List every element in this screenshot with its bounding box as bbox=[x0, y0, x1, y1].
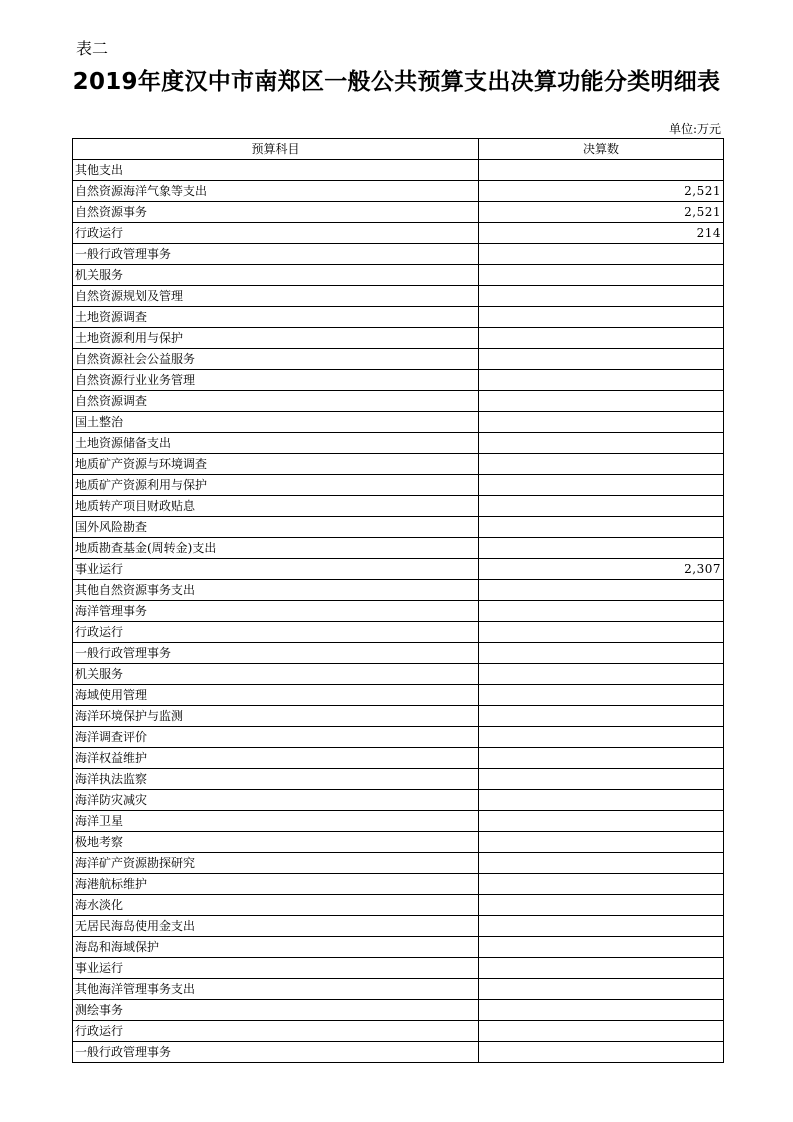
table-row bbox=[73, 244, 724, 265]
table-row bbox=[73, 1021, 724, 1042]
table-row bbox=[73, 475, 724, 496]
table-row bbox=[73, 832, 724, 853]
subject-cell: 土地资源利用与保护 bbox=[73, 328, 479, 349]
amount-cell bbox=[479, 748, 724, 769]
subject-cell: 机关服务 bbox=[73, 664, 479, 685]
amount-cell: 2,521 bbox=[479, 202, 724, 223]
amount-cell bbox=[479, 937, 724, 958]
table-row bbox=[73, 202, 724, 223]
subject-cell: 地质转产项目财政贴息 bbox=[73, 496, 479, 517]
amount-cell bbox=[479, 601, 724, 622]
amount-cell bbox=[479, 706, 724, 727]
amount-cell bbox=[479, 853, 724, 874]
subject-cell: 自然资源海洋气象等支出 bbox=[73, 181, 479, 202]
subject-cell: 国土整治 bbox=[73, 412, 479, 433]
amount-cell bbox=[479, 412, 724, 433]
amount-cell bbox=[479, 769, 724, 790]
unit-label: 单位:万元 bbox=[668, 122, 721, 136]
subject-cell: 土地资源调查 bbox=[73, 307, 479, 328]
amount-cell bbox=[479, 517, 724, 538]
amount-cell bbox=[479, 685, 724, 706]
table-row bbox=[73, 328, 724, 349]
subject-cell: 海洋防灾减灾 bbox=[73, 790, 479, 811]
table-row bbox=[73, 916, 724, 937]
table-row bbox=[73, 1000, 724, 1021]
page-title: 2019年度汉中市南郑区一般公共预算支出决算功能分类明细表 bbox=[72, 69, 721, 95]
amount-cell bbox=[479, 580, 724, 601]
subject-cell: 行政运行 bbox=[73, 622, 479, 643]
table-row bbox=[73, 643, 724, 664]
subject-cell: 海洋矿产资源勘探研究 bbox=[73, 853, 479, 874]
table-row bbox=[73, 790, 724, 811]
subject-cell: 海港航标维护 bbox=[73, 874, 479, 895]
subject-cell: 一般行政管理事务 bbox=[73, 643, 479, 664]
table-row bbox=[73, 811, 724, 832]
subject-cell: 自然资源事务 bbox=[73, 202, 479, 223]
amount-cell bbox=[479, 1000, 724, 1021]
subject-cell: 事业运行 bbox=[73, 559, 479, 580]
subject-cell: 国外风险勘查 bbox=[73, 517, 479, 538]
table-row bbox=[73, 601, 724, 622]
subject-cell: 机关服务 bbox=[73, 265, 479, 286]
amount-cell bbox=[479, 979, 724, 1000]
amount-cell bbox=[479, 811, 724, 832]
table-row bbox=[73, 370, 724, 391]
amount-cell bbox=[479, 160, 724, 181]
amount-cell bbox=[479, 832, 724, 853]
subject-cell: 自然资源规划及管理 bbox=[73, 286, 479, 307]
subject-cell: 海洋调查评价 bbox=[73, 727, 479, 748]
table-row bbox=[73, 496, 724, 517]
table-row bbox=[73, 664, 724, 685]
subject-cell: 行政运行 bbox=[73, 1021, 479, 1042]
table-row bbox=[73, 727, 724, 748]
table-row bbox=[73, 1042, 724, 1063]
table-row bbox=[73, 307, 724, 328]
table-row bbox=[73, 391, 724, 412]
table-row bbox=[73, 454, 724, 475]
subject-cell: 其他支出 bbox=[73, 160, 479, 181]
table-number-label: 表二 bbox=[76, 39, 109, 58]
table-row bbox=[73, 685, 724, 706]
amount-cell bbox=[479, 727, 724, 748]
subject-cell: 极地考察 bbox=[73, 832, 479, 853]
subject-cell: 地质矿产资源与环境调查 bbox=[73, 454, 479, 475]
subject-cell: 海洋管理事务 bbox=[73, 601, 479, 622]
amount-cell bbox=[479, 349, 724, 370]
amount-cell bbox=[479, 958, 724, 979]
amount-cell bbox=[479, 916, 724, 937]
table-row bbox=[73, 538, 724, 559]
table-row bbox=[73, 412, 724, 433]
table-row bbox=[73, 286, 724, 307]
table-row bbox=[73, 706, 724, 727]
amount-cell bbox=[479, 391, 724, 412]
amount-cell bbox=[479, 895, 724, 916]
table-row bbox=[73, 874, 724, 895]
subject-cell: 自然资源行业业务管理 bbox=[73, 370, 479, 391]
amount-cell bbox=[479, 496, 724, 517]
table-row bbox=[73, 559, 724, 580]
subject-cell: 自然资源调查 bbox=[73, 391, 479, 412]
table-row bbox=[73, 517, 724, 538]
subject-cell: 测绘事务 bbox=[73, 1000, 479, 1021]
amount-cell bbox=[479, 664, 724, 685]
table-row bbox=[73, 853, 724, 874]
subject-cell: 其他自然资源事务支出 bbox=[73, 580, 479, 601]
subject-cell: 海域使用管理 bbox=[73, 685, 479, 706]
subject-cell: 海洋卫星 bbox=[73, 811, 479, 832]
subject-cell: 无居民海岛使用金支出 bbox=[73, 916, 479, 937]
table-row bbox=[73, 580, 724, 601]
table-row bbox=[73, 958, 724, 979]
subject-cell: 一般行政管理事务 bbox=[73, 1042, 479, 1063]
table-row bbox=[73, 979, 724, 1000]
amount-cell bbox=[479, 307, 724, 328]
amount-cell bbox=[479, 475, 724, 496]
budget-table bbox=[72, 138, 724, 1063]
table-body bbox=[73, 160, 724, 1063]
subject-cell: 行政运行 bbox=[73, 223, 479, 244]
amount-cell bbox=[479, 874, 724, 895]
table-header-row bbox=[73, 139, 724, 160]
table-row bbox=[73, 349, 724, 370]
amount-cell bbox=[479, 244, 724, 265]
amount-cell bbox=[479, 328, 724, 349]
amount-cell bbox=[479, 643, 724, 664]
amount-cell: 2,307 bbox=[479, 559, 724, 580]
amount-cell: 2,521 bbox=[479, 181, 724, 202]
subject-cell: 自然资源社会公益服务 bbox=[73, 349, 479, 370]
amount-cell bbox=[479, 370, 724, 391]
amount-cell: 214 bbox=[479, 223, 724, 244]
subject-cell: 其他海洋管理事务支出 bbox=[73, 979, 479, 1000]
subject-cell: 海洋环境保护与监测 bbox=[73, 706, 479, 727]
subject-cell: 土地资源储备支出 bbox=[73, 433, 479, 454]
table-row bbox=[73, 433, 724, 454]
amount-cell bbox=[479, 790, 724, 811]
table-row bbox=[73, 622, 724, 643]
subject-cell: 地质矿产资源利用与保护 bbox=[73, 475, 479, 496]
subject-cell: 海岛和海域保护 bbox=[73, 937, 479, 958]
table-row bbox=[73, 895, 724, 916]
amount-cell bbox=[479, 265, 724, 286]
table-row bbox=[73, 748, 724, 769]
subject-cell: 海洋执法监察 bbox=[73, 769, 479, 790]
subject-cell: 事业运行 bbox=[73, 958, 479, 979]
column-header-subject: 预算科目 bbox=[73, 139, 479, 160]
amount-cell bbox=[479, 538, 724, 559]
table-row bbox=[73, 265, 724, 286]
amount-cell bbox=[479, 1021, 724, 1042]
table-row bbox=[73, 181, 724, 202]
subject-cell: 海水淡化 bbox=[73, 895, 479, 916]
amount-cell bbox=[479, 433, 724, 454]
table-row bbox=[73, 769, 724, 790]
column-header-amount: 决算数 bbox=[479, 139, 724, 160]
subject-cell: 地质勘查基金(周转金)支出 bbox=[73, 538, 479, 559]
amount-cell bbox=[479, 454, 724, 475]
subject-cell: 一般行政管理事务 bbox=[73, 244, 479, 265]
amount-cell bbox=[479, 622, 724, 643]
subject-cell: 海洋权益维护 bbox=[73, 748, 479, 769]
amount-cell bbox=[479, 286, 724, 307]
table-row bbox=[73, 937, 724, 958]
table-row bbox=[73, 160, 724, 181]
amount-cell bbox=[479, 1042, 724, 1063]
table-row bbox=[73, 223, 724, 244]
